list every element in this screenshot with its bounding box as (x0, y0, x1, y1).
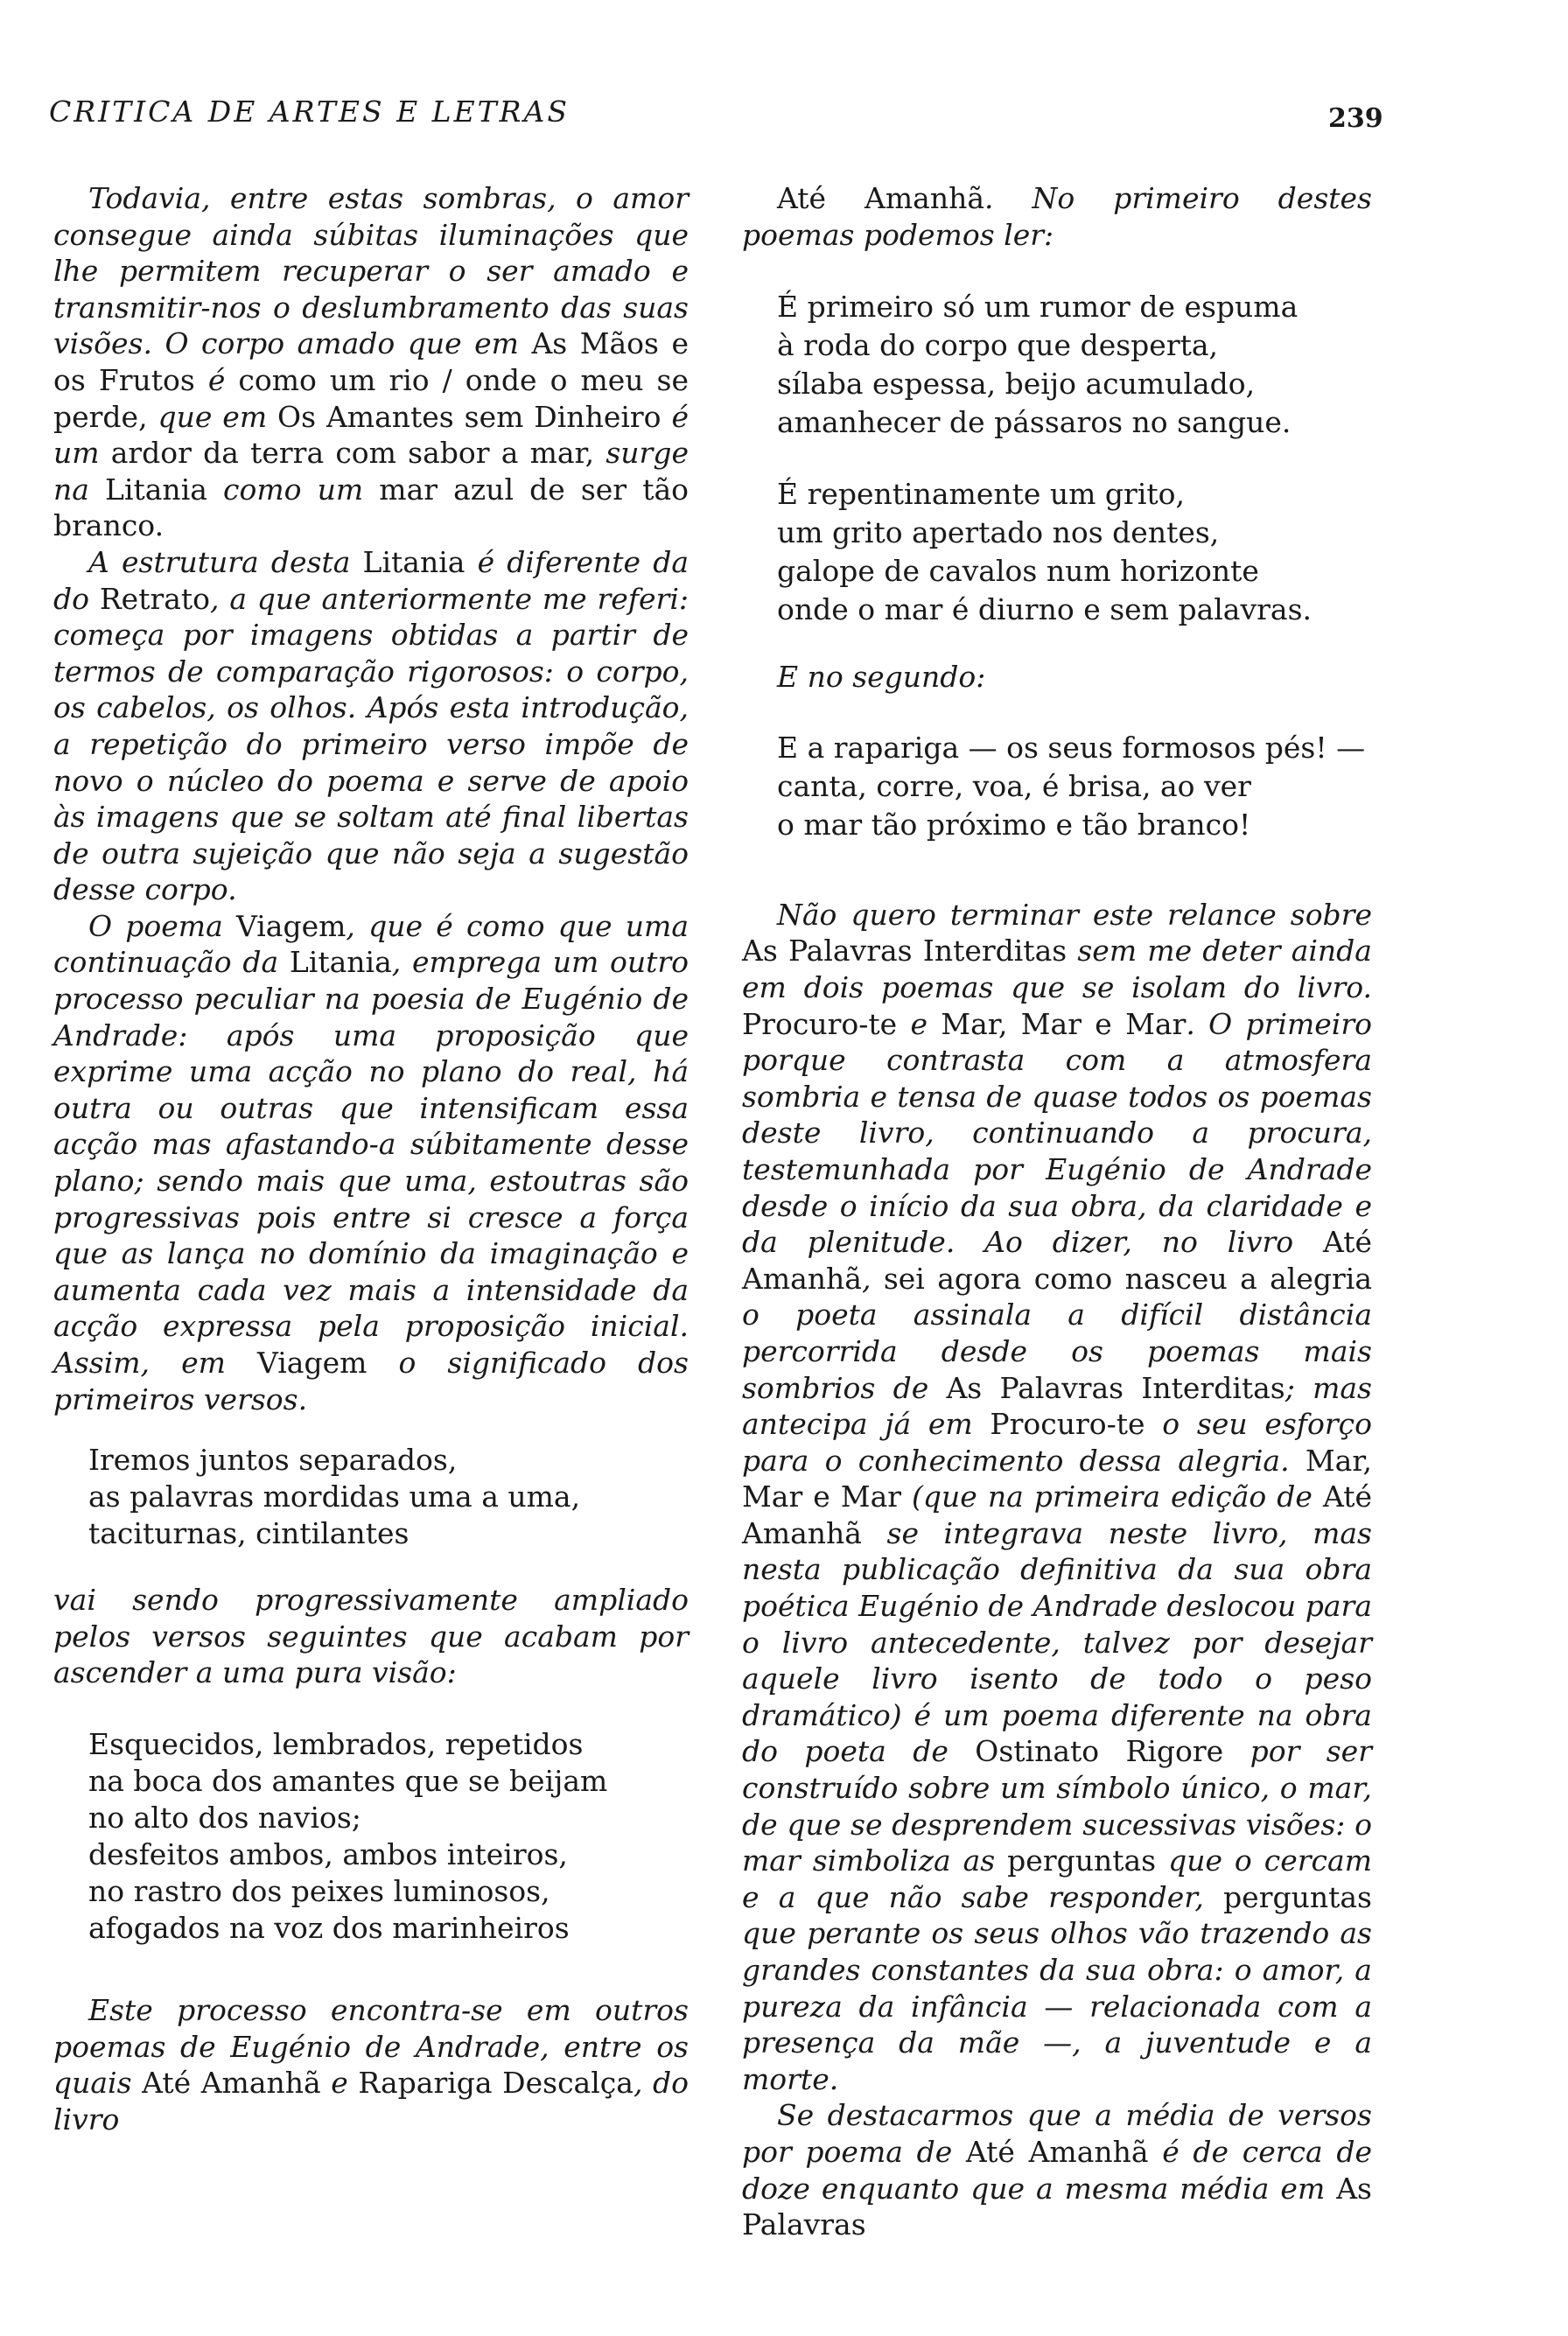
roman-text-run: Viagem (256, 1346, 368, 1380)
italic-text-run: que o cercam e a que não sabe responder, (742, 1843, 1372, 1914)
right-column (742, 180, 1372, 2243)
roman-text-run: Procuro-te (990, 1407, 1145, 1442)
italic-text-run: por ser construído sobre um símbolo único, o mar, de que se desprendem sucessivas visões: o mar simboliza as (742, 1734, 1372, 1878)
verse-line: taciturnas, cintilantes (88, 1516, 410, 1551)
italic-text-run: Todavia, entre estas sombras, o amor consegue ainda súbitas iluminações que lhe permitem recuperar o ser amado e transmitir-nos o deslumbramento das suas visões. O corpo amado que em (53, 181, 689, 361)
italic-text-run: , emprega um outro processo peculiar na poesia de Eugénio de Andrade: após uma proposição que exprime uma acção no plano do real, há outra ou outras que intensificam essa acção mas afastando-a súbitamente desse plano; sendo mais que uma, estoutras são progressivas pois entre si cresce a força que as lança no domínio da imaginação e aumenta cada vez mais a intensidade da acção expressa pela proposição inicial. Assim, em (53, 945, 690, 1380)
verse-line: desfeitos ambos, ambos inteiros, (88, 1836, 568, 1871)
roman-text-run: Até Amanhã (742, 1225, 1372, 1296)
page-number: 239 (1328, 103, 1383, 134)
roman-text-run: Litania (362, 544, 466, 579)
paragraph (53, 1992, 689, 2137)
italic-text-run: , que é como que uma continuação da (53, 908, 690, 980)
paragraph (742, 180, 1372, 253)
italic-text-run: é de cerca de doze enquanto que a mesma média em (742, 2134, 1372, 2206)
italic-text-run: o seu esforço para o conhecimento dessa alegria. (742, 1407, 1372, 1478)
italic-text-run: E no segundo: (777, 660, 986, 695)
roman-text-run: Ostinato Rigore (975, 1734, 1224, 1769)
italic-text-run: surge na (53, 436, 689, 507)
italic-text-run: O poema (88, 908, 236, 943)
verse-block (88, 1726, 689, 1947)
verse-line: no alto dos navios; (88, 1800, 361, 1835)
verse-block (88, 1442, 689, 1552)
roman-text-run: Litania (289, 945, 392, 980)
italic-text-run: , do (633, 2066, 689, 2101)
paragraph (53, 908, 689, 1417)
verse-line: na boca dos amantes que se beijam (88, 1763, 608, 1798)
italic-text-run: , (861, 1261, 884, 1296)
italic-text-run: se integrava neste livro, mas nesta publicação definitiva da sua obra poética Eugénio de Andrade deslocou para o livro antecedente, talvez por desejar aquele livro isento de todo o peso dramático) é um poema diferente na obra do poeta de (742, 1515, 1372, 1769)
roman-text-run: Rapariga Descalça (358, 2066, 634, 2101)
roman-text-run: Viagem (235, 908, 346, 943)
paragraph (53, 1582, 689, 1691)
italic-text-run: o poeta assinala a difícil distância percorrida desde os poemas mais sombrios de (742, 1297, 1372, 1405)
verse-line: no rastro dos peixes luminosos, (88, 1873, 550, 1908)
italic-text-run: . O primeiro porque contrasta com a atmosfera sombria e tensa de quase todos os poemas deste livro, continuando a procura, testemunhada por Eugénio de Andrade desde o início da sua obra, da claridade e da plenitude. Ao dizer, no livro (742, 1006, 1372, 1260)
italic-text-run: sem me deter ainda em dois poemas que se isolam do livro. (742, 934, 1372, 1004)
italic-text-run: , a que anteriormente me referi: começa por imagens obtidas a partir de termos de comparação rigorosos: o corpo, os cabelos, os olhos. Após esta introdução, a repetição do primeiro verso impõe de novo o núcleo do poema e serve de apoio às imagens que se soltam até final libertas de outra sujeição que não seja a sugestão desse corpo. (53, 581, 689, 907)
verse-line: à roda do corpo que desperta, (777, 328, 1219, 363)
verse-line: sílaba espessa, beijo acumulado, (777, 367, 1256, 402)
roman-text-run: As Palavras (742, 2171, 1372, 2242)
roman-text-run: Procuro-te (742, 1006, 898, 1041)
verse-block (777, 288, 1372, 442)
running-header: CRITICA DE ARTES E LETRAS (49, 94, 570, 129)
roman-text-run: Até Amanhã (142, 2066, 321, 2101)
verse-line: canta, corre, voa, é brisa, ao ver (777, 768, 1251, 803)
verse-line: amanhecer de pássaros no sangue. (777, 405, 1292, 440)
italic-text-run: Este processo encontra-se em outros poemas de Eugénio de Andrade, entre os quais (53, 1992, 689, 2101)
roman-text-run: Até Amanhã (742, 1479, 1372, 1550)
roman-text-run: Litania (105, 472, 207, 507)
italic-text-run: é diferente da do (53, 544, 689, 616)
roman-text-run: Mar, Mar e Mar (742, 1443, 1372, 1514)
verse-line: onde o mar é diurno e sem palavras. (777, 592, 1312, 627)
verse-block (777, 729, 1372, 844)
paragraph (742, 659, 1372, 696)
italic-text-run: . No primeiro destes poemas podemos ler: (742, 181, 1372, 252)
paragraph (742, 897, 1372, 2098)
verse-line: o mar tão próximo e tão branco! (777, 807, 1251, 842)
verse-line: Esquecidos, lembrados, repetidos (88, 1726, 584, 1761)
roman-text-run: Retrato (99, 581, 211, 616)
paragraph (742, 2097, 1372, 2242)
italic-text-run: é (194, 362, 239, 397)
italic-text-run: A estrutura desta (88, 544, 363, 579)
italic-text-run: e (320, 2066, 359, 2101)
italic-text-run: que em (158, 399, 278, 434)
roman-text-run: Os Amantes sem Dinheiro (277, 399, 662, 434)
italic-text-run: que perante os seus olhos vão trazendo as grandes constantes da sua obra: o amor, a pureza da infância — relacionada com a presença da mãe —, a juventude e a morte. (742, 1916, 1372, 2096)
roman-text-run: Até Amanhã (777, 181, 985, 215)
italic-text-run: vai sendo progressivamente ampliado pelos versos seguintes que acabam por ascender a uma pura visão: (53, 1583, 689, 1690)
roman-text-run: como um rio / onde o meu se perde, (53, 362, 689, 434)
verse-line: um grito apertado nos dentes, (777, 515, 1220, 550)
verse-block (777, 475, 1372, 629)
italic-text-run: Não quero terminar este relance sobre (777, 897, 1372, 932)
roman-text-run: mar azul de ser tão branco. (53, 472, 689, 543)
verse-line: É repentinamente um grito, (777, 477, 1185, 512)
italic-text-run: e (897, 1006, 942, 1041)
left-column (53, 180, 689, 2137)
italic-text-run: o significado dos primeiros versos. (53, 1346, 689, 1416)
italic-text-run: Se destacarmos que a média de versos por poema de (742, 2098, 1372, 2169)
roman-text-run: perguntas (1223, 1879, 1372, 1914)
verse-line: galope de cavalos num horizonte (777, 554, 1259, 589)
paragraph (53, 544, 689, 908)
roman-text-run: sei agora como nasceu a alegria (883, 1261, 1372, 1296)
roman-text-run: perguntas (1007, 1843, 1157, 1878)
verse-line: E a rapariga — os seus formosos pés! — (777, 730, 1366, 765)
verse-line: É primeiro só um rumor de espuma (777, 290, 1298, 325)
roman-text-run: Mar, Mar e Mar (941, 1006, 1186, 1041)
italic-text-run: (que na primeira edição de (901, 1479, 1323, 1514)
verse-line: as palavras mordidas uma a uma, (88, 1479, 581, 1514)
roman-text-run: As Palavras Interditas (742, 934, 1068, 969)
italic-text-run: é um (53, 399, 689, 471)
roman-text-run: As Palavras Interditas (946, 1370, 1285, 1405)
italic-text-run: livro (53, 2102, 120, 2137)
verse-line: Iremos juntos separados, (88, 1443, 458, 1478)
roman-text-run: Até Amanhã (965, 2134, 1149, 2169)
roman-text-run: As Mãos e os Frutos (53, 326, 689, 397)
verse-line: afogados na voz dos marinheiros (88, 1910, 570, 1945)
paragraph (53, 180, 689, 544)
roman-text-run: ardor da terra com sabor a mar, (110, 436, 606, 471)
italic-text-run: ; mas antecipa já em (742, 1370, 1372, 1442)
italic-text-run: como um (206, 472, 380, 507)
